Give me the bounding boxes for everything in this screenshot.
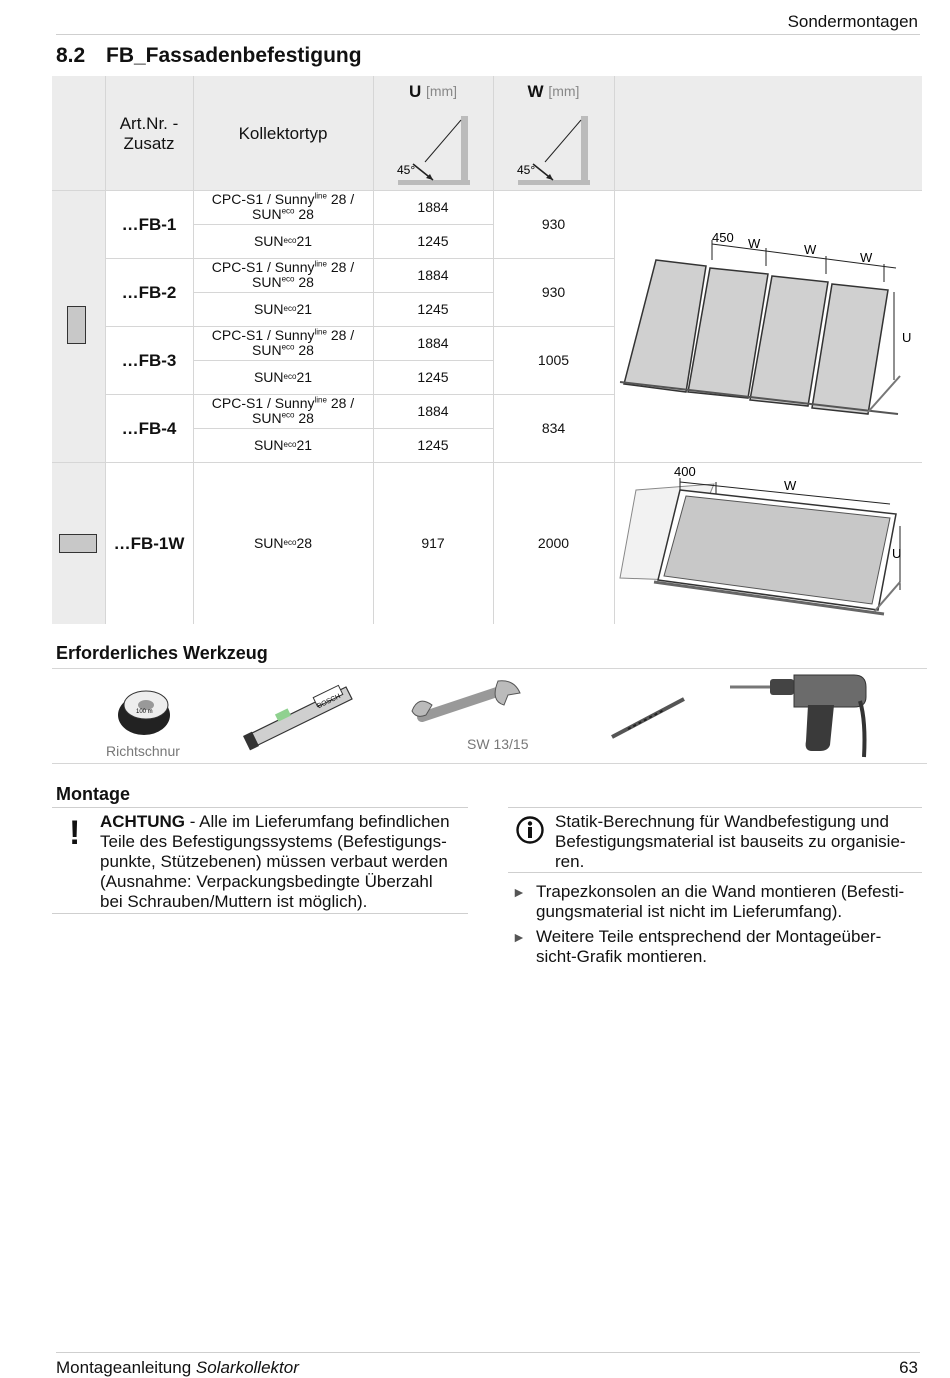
wrench-label: SW 13/15 xyxy=(467,736,529,752)
info-icon xyxy=(516,816,544,844)
page-number: 63 xyxy=(899,1358,918,1377)
warning-text: ACHTUNG - Alle im Lieferumfang befindlichen Teile des Befestigungssystems (Befestigungs- punkte, Stützebenen) müssen verbaut werden (Ausnahme: Verpackungsbedingte Überzahl bei Schrauben/Muttern ist möglich). xyxy=(100,812,450,911)
header-w-label: W xyxy=(527,81,544,101)
spool-text: 100 m xyxy=(136,709,153,715)
spirit-level-icon xyxy=(242,681,354,751)
art-fb-1w: …FB-1W xyxy=(113,533,185,553)
step-arrow-icon: ► xyxy=(512,884,526,900)
specification-table xyxy=(52,76,922,624)
w-fb-4: 834 xyxy=(541,419,566,436)
header-u-label: U xyxy=(408,81,422,101)
dim-u-landscape: U xyxy=(892,546,902,561)
dim-w: W xyxy=(784,478,797,493)
header-w-unit: [mm] xyxy=(548,82,580,99)
string-spool-icon xyxy=(110,681,180,741)
header-collector-type: Kollektortyp xyxy=(238,124,328,143)
type-fb-3-b: SUN eco 21 xyxy=(253,368,313,385)
dim-w3: W xyxy=(860,250,873,265)
w-fb-1: 930 xyxy=(541,215,566,232)
section-title xyxy=(56,44,362,68)
type-fb-1w: SUN eco 28 xyxy=(253,534,313,551)
dim-u: U xyxy=(902,330,912,345)
u-fb-4-b: 1245 xyxy=(417,436,449,453)
angle-w-label: 45° xyxy=(517,163,536,177)
w-fb-1w: 2000 xyxy=(537,534,570,551)
art-fb-3: …FB-3 xyxy=(121,350,177,370)
section-name: Sondermontagen xyxy=(787,12,918,31)
art-fb-2: …FB-2 xyxy=(121,282,177,302)
montage-heading: Montage xyxy=(56,784,130,804)
dim-w2: W xyxy=(804,242,817,257)
info-text: Statik-Berechnung für Wandbefestigung und Befestigungsmaterial ist bauseits zu organisie- ren. xyxy=(555,812,906,871)
angle-bracket-w-icon xyxy=(493,104,614,190)
angle-bracket-u-icon xyxy=(373,104,493,190)
w-fb-2: 930 xyxy=(541,283,566,300)
type-fb-4-a: CPC-S1 / Sunny$^{line}$ 28 / $SUN^{eco}$ 28 xyxy=(211,395,355,426)
drill-icon xyxy=(724,671,884,763)
type-fb-4-b: SUN eco 21 xyxy=(253,436,313,453)
tools-row xyxy=(52,668,927,764)
page-header xyxy=(56,10,920,35)
u-fb-2-a: 1884 xyxy=(417,266,449,283)
page-footer xyxy=(56,1352,920,1378)
section-title-text: FB_Fassadenbefestigung xyxy=(106,44,362,67)
collector-landscape-icon xyxy=(59,534,97,553)
header-u xyxy=(373,80,493,102)
u-fb-1w: 917 xyxy=(421,534,445,551)
collector-portrait-icon xyxy=(67,306,86,344)
warning-title: ACHTUNG xyxy=(100,812,185,831)
art-fb-4: …FB-4 xyxy=(121,418,177,438)
tools-heading: Erforderliches Werkzeug xyxy=(56,643,268,663)
section-number: 8.2 xyxy=(56,44,86,67)
drill-bit-icon xyxy=(608,693,688,743)
type-fb-1-a: CPC-S1 / Sunny$^{line}$ 28 / $SUN^{eco}$ 28 xyxy=(211,191,355,222)
footer-title: Montageanleitung Solarkollektor xyxy=(56,1358,299,1377)
type-fb-1-b: SUN eco 21 xyxy=(253,232,313,249)
warning-box xyxy=(52,807,468,914)
level-text: BOSCH xyxy=(316,693,342,711)
u-fb-3-b: 1245 xyxy=(417,368,449,385)
header-art-nr: Art.Nr. - Zusatz xyxy=(119,114,179,153)
u-fb-1-b: 1245 xyxy=(417,232,449,249)
header-w xyxy=(493,80,614,102)
dim-450: 450 xyxy=(712,230,734,245)
dim-w1: W xyxy=(748,236,761,251)
portrait-mounting-diagram xyxy=(616,226,920,416)
warning-icon: ! xyxy=(69,814,81,852)
dim-400: 400 xyxy=(674,464,696,479)
step-arrow-icon: ► xyxy=(512,929,526,945)
type-fb-2-a: CPC-S1 / Sunny$^{line}$ 28 / $SUN^{eco}$ 28 xyxy=(211,259,355,290)
u-fb-4-a: 1884 xyxy=(417,402,449,419)
type-fb-3-a: CPC-S1 / Sunny$^{line}$ 28 / $SUN^{eco}$ 28 xyxy=(211,327,355,358)
wrench-icon xyxy=(408,677,526,737)
type-fb-2-b: SUN eco 21 xyxy=(253,300,313,317)
u-fb-2-b: 1245 xyxy=(417,300,449,317)
landscape-mounting-diagram xyxy=(616,464,920,622)
u-fb-3-a: 1884 xyxy=(417,334,449,351)
art-fb-1: …FB-1 xyxy=(121,214,177,234)
string-label: Richtschnur xyxy=(106,743,180,759)
u-fb-1-a: 1884 xyxy=(417,198,449,215)
w-fb-3: 1005 xyxy=(537,351,570,368)
info-box xyxy=(508,807,922,873)
angle-u-label: 45° xyxy=(397,163,416,177)
header-u-unit: [mm] xyxy=(425,82,458,99)
